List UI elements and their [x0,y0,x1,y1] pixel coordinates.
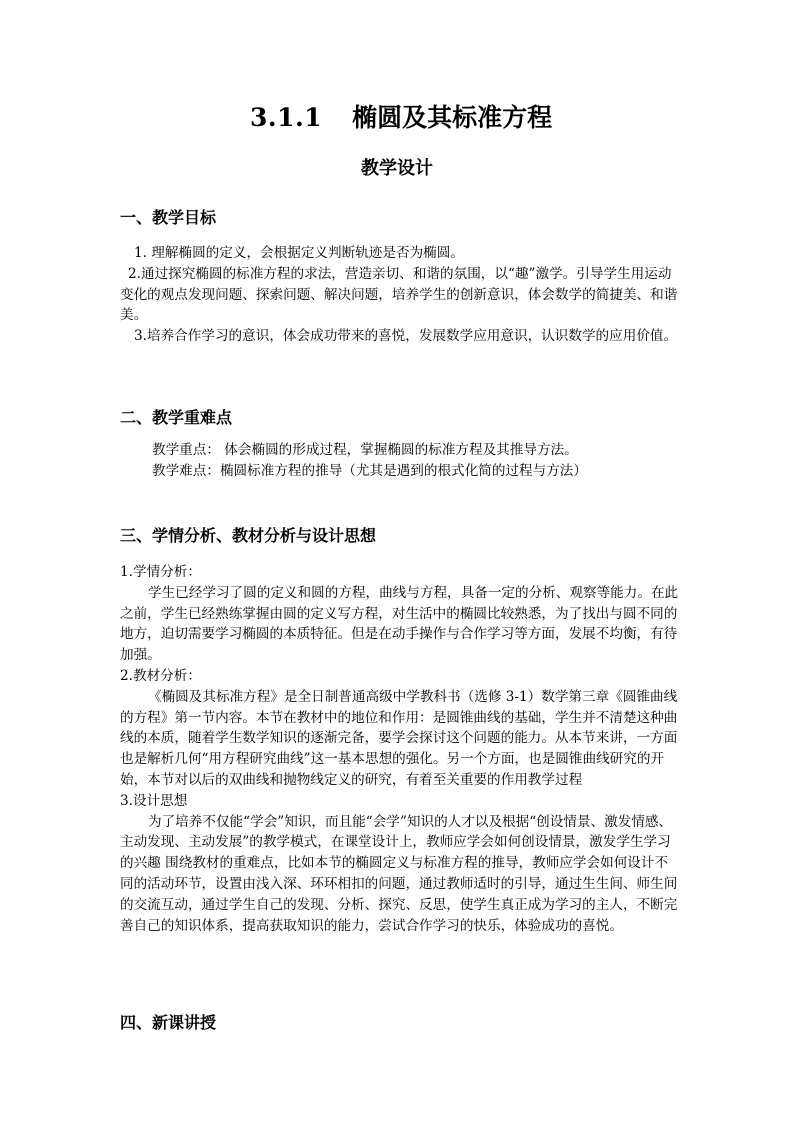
design-idea-label: 3.设计思想 [120,792,188,809]
textbook-analysis-label: 2.教材分析： [120,667,201,684]
section-body-objectives [120,243,680,347]
section-body-key-points [120,440,680,482]
document-subtitle: 教学设计 [361,158,433,179]
section-heading-objectives: 一、教学目标 [120,208,217,227]
student-analysis-label: 1.学情分析： [120,564,201,580]
title-text: 椭圆及其标准方程 [352,103,553,132]
section-heading-analysis: 三、学情分析、教材分析与设计思想 [120,526,377,545]
difficult-point-line: 教学难点：椭圆标准方程的推导（尤其是遇到的根式化简的过程与方法） [152,462,587,479]
objective-item-3: 3.培养合作学习的意识，体会成功带来的喜悦，发展数学应用意识，认识数学的应用价值。 [134,328,678,345]
title-number: 3.1.1 [250,103,323,132]
section-heading-key-points: 二、教学重难点 [120,408,233,427]
design-idea-text: 为了培养不仅能“学会”知识，而且能“会学”知识的人才以及根据“创设情景、激发情感、主动发现、主动发展”的教学模式，在课堂设计上，教师应学会如何创设情景，激发学生学习的兴趣 围绕教材的重难点，比如本节的椭圆定义与标准方程的推导，教师应学会如何设计不同的活动环节，设置由浅入深、环环相扣的问题，通过教师适时的引导，通过生生间、师生间的交流互动，通过学生自己的发现、分析、探究、反思，使学生真正成为学习的主人，不断完善自己的知识体系，提高获取知识的能力，尝试合作学习的快乐，体验成功的喜悦。 [120,813,678,934]
student-analysis-text: 学生已经学习了圆的定义和圆的方程，曲线与方程，具备一定的分析、观察等能力。在此之前，学生已经熟练掌握由圆的定义写方程，对生活中的椭圆比较熟悉，为了找出与圆不同的地方，迫切需要学习椭圆的本质特征。但是在动手操作与合作学习等方面，发展不均衡，有待加强。 [120,584,679,664]
document-title [250,98,610,134]
objective-item-1: 1. 理解椭圆的定义，会根据定义判断轨迹是否为椭圆。 [134,245,464,261]
section-heading-new-lesson: 四、新课讲授 [120,1013,217,1032]
objective-item-2: 2.通过探究椭圆的标准方程的求法，营造亲切、和谐的氛围，以“趣”激学。引导学生用运动变化的观点发现问题、探索问题、解决问题，培养学生的创新意识，体会数学的简捷美、和谐美。 [120,265,678,324]
textbook-analysis-text: 《椭圆及其标准方程》是全日制普通高级中学教科书（选修 3-1）数学第三章《圆锥曲线的方程》第一节内容。本节在教材中的地位和作用：是圆锥曲线的基础，学生并不清楚这种曲线的本质，随着学生数学知识的逐渐完备，要学会探讨这个问题的能力。从本节来讲，一方面也是解析几何“用方程研究曲线”这一基本思想的强化。另一个方面，也是圆锥曲线研究的开始，本节对以后的双曲线和抛物线定义的研究，有着至关重要的作用教学过程 [120,688,678,788]
key-point-line: 教学重点： 体会椭圆的形成过程，掌握椭圆的标准方程及其推导方法。 [152,442,578,458]
section-body-analysis [120,562,680,936]
